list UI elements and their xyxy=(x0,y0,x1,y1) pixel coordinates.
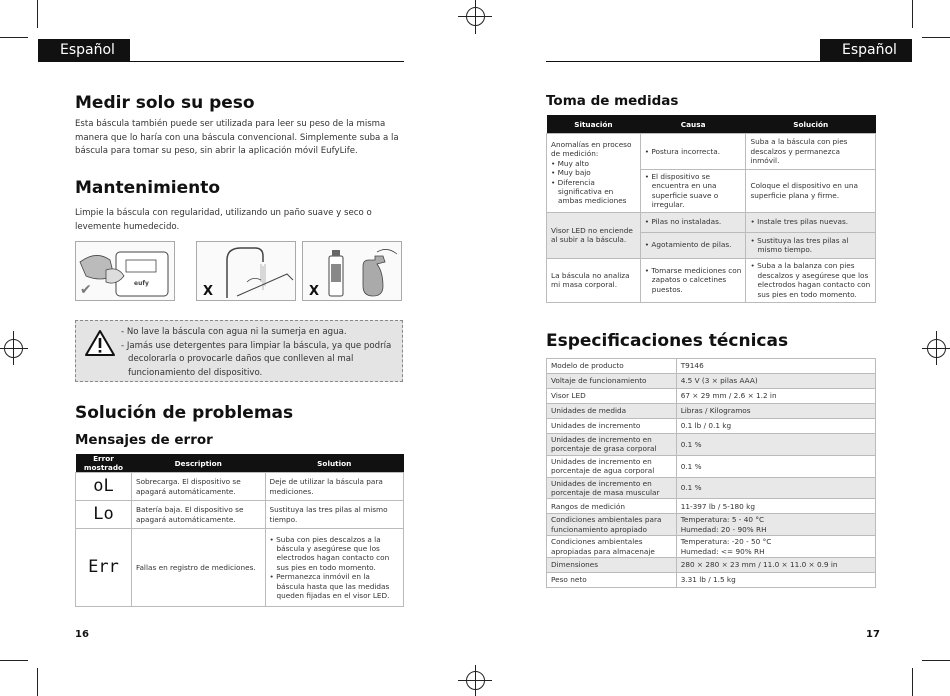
table-row xyxy=(547,536,876,558)
spec-label: Voltaje de funcionamiento xyxy=(547,374,677,389)
table-cell: Visor LED no enciende al subir a la báscula. xyxy=(547,212,641,258)
table-row xyxy=(547,514,876,536)
section-title-measure-weight: Medir solo su peso xyxy=(75,93,255,113)
table-cell: • Tomarse mediciones con zapatos o calcetines puestos. xyxy=(640,258,746,302)
table-cell: • Agotamiento de pilas. xyxy=(640,232,746,258)
error-code-ol: oL xyxy=(76,473,132,501)
spec-label: Visor LED xyxy=(547,389,677,404)
section-title-maintenance: Mantenimiento xyxy=(75,178,221,198)
table-row xyxy=(547,212,876,232)
table-cell: La báscula no analiza mi masa corporal. xyxy=(547,258,641,302)
warning-icon xyxy=(84,329,116,357)
section-title-measurements: Toma de medidas xyxy=(546,93,679,109)
table-row xyxy=(547,434,876,456)
spec-value: 67 × 29 mm / 2.6 × 1.2 in xyxy=(676,389,875,404)
table-header: Situación xyxy=(547,115,641,134)
table-row xyxy=(547,558,876,573)
maintenance-text: Limpie la báscula con regularidad, utilizando un paño suave y seco o levemente humedecido. xyxy=(75,208,372,232)
situation-line: Anomalías en proceso de medición: xyxy=(551,139,632,159)
table-row xyxy=(547,404,876,419)
error-code-lo: Lo xyxy=(76,501,132,529)
table-cell: • Postura incorrecta. xyxy=(640,134,746,170)
header-rule-left xyxy=(38,61,404,62)
table-row xyxy=(547,573,876,588)
solution-line: • Permanezca inmóvil en la báscula hasta que las medidas queden fijadas en el visor LED. xyxy=(269,572,390,601)
cleaning-cloth-illustration xyxy=(75,241,175,301)
cross-mark-icon: X xyxy=(203,284,214,299)
language-tab-left: Español xyxy=(38,39,130,62)
table-row xyxy=(76,501,404,529)
table-cell: • Suba a la balanza con pies descalzos y asegúrese que los electrodos hagan contacto con sus pies en todo momento. xyxy=(746,258,876,302)
check-mark-icon: ✔ xyxy=(80,282,92,298)
table-header: Causa xyxy=(640,115,746,134)
spec-value: 0.1 lb / 0.1 kg xyxy=(676,419,875,434)
warning-line-1: - No lave la báscula con agua ni la sumerja en agua. xyxy=(121,327,347,337)
spec-label: Unidades de incremento en porcentaje de masa muscular xyxy=(547,477,677,499)
table-cell: • Sustituya las tres pilas al mismo tiempo. xyxy=(746,232,876,258)
table-header: Solución xyxy=(746,115,876,134)
page-number-left: 16 xyxy=(75,629,89,640)
table-cell: Sustituya las tres pilas al mismo tiempo. xyxy=(265,501,403,529)
situation-line: • Muy bajo xyxy=(551,168,591,178)
table-header: Error mostrado xyxy=(76,454,132,473)
warning-box xyxy=(75,320,403,382)
spec-value: 11-397 lb / 5-180 kg xyxy=(676,499,875,514)
spec-label: Rangos de medición xyxy=(547,499,677,514)
table-row xyxy=(547,477,876,499)
spec-label: Unidades de incremento en porcentaje de agua corporal xyxy=(547,455,677,477)
table-cell: • El dispositivo se encuentra en una superficie suave o irregular. xyxy=(640,170,746,213)
spec-value: 0.1 % xyxy=(676,477,875,499)
spec-value: 3.31 lb / 1.5 kg xyxy=(676,573,875,588)
table-row xyxy=(547,389,876,404)
spec-label: Peso neto xyxy=(547,573,677,588)
table-row xyxy=(76,473,404,501)
spec-value: 4.5 V (3 × pilas AAA) xyxy=(676,374,875,389)
section-title-troubleshooting: Solución de problemas xyxy=(75,403,294,423)
measurements-table xyxy=(546,115,876,303)
spec-label: Condiciones ambientales apropiadas para almacenaje xyxy=(547,536,677,558)
situation-line: • Muy alto xyxy=(551,158,590,168)
spec-value: 280 × 280 × 23 mm / 11.0 × 11.0 × 0.9 in xyxy=(676,558,875,573)
error-code-err: Err xyxy=(76,529,132,607)
spec-label: Modelo de producto xyxy=(547,359,677,374)
table-row xyxy=(547,359,876,374)
table-header: Description xyxy=(131,454,265,473)
table-row xyxy=(76,529,404,607)
spec-value: Libras / Kilogramos xyxy=(676,404,875,419)
error-messages-table xyxy=(75,454,404,607)
table-cell: • Pilas no instaladas. xyxy=(640,212,746,232)
table-cell: Batería baja. El dispositivo se apagará automáticamente. xyxy=(131,501,265,529)
table-row xyxy=(547,499,876,514)
spec-value: 0.1 % xyxy=(676,434,875,456)
table-header: Solution xyxy=(265,454,403,473)
spec-value: Temperatura: -20 - 50 °C Humedad: <= 90% RH xyxy=(676,536,875,558)
subsection-title-error-messages: Mensajes de error xyxy=(75,432,213,448)
warning-line-2: - Jamás use detergentes para limpiar la báscula, ya que podría decolorarla o provocarle daños que conlleven al mal funcionamiento del dispositivo. xyxy=(121,340,392,378)
spec-label: Dimensiones xyxy=(547,558,677,573)
table-cell xyxy=(547,134,641,213)
page-number-right: 17 xyxy=(866,629,880,640)
spec-value: T9146 xyxy=(676,359,875,374)
table-row xyxy=(547,419,876,434)
section-title-tech-specs: Especificaciones técnicas xyxy=(546,331,789,351)
spec-value: Temperatura: 5 - 40 °C Humedad: 20 - 90% RH xyxy=(676,514,875,536)
table-cell: Coloque el dispositivo en una superficie plana y firme. xyxy=(746,170,876,213)
table-row xyxy=(547,455,876,477)
table-cell: Sobrecarga. El dispositivo se apagará automáticamente. xyxy=(131,473,265,501)
spec-value: 0.1 % xyxy=(676,455,875,477)
table-row xyxy=(547,374,876,389)
table-cell: Suba a la báscula con pies descalzos y permanezca inmóvil. xyxy=(746,134,876,170)
language-tab-right: Español xyxy=(820,39,912,62)
spec-label: Unidades de incremento xyxy=(547,419,677,434)
table-cell xyxy=(265,529,403,607)
table-row xyxy=(547,258,876,302)
table-cell: Fallas en registro de mediciones. xyxy=(131,529,265,607)
solution-line: • Suba con pies descalzos a la báscula y asegúrese que los electrodos hagan contacto con sus pies en todo momento. xyxy=(269,534,390,572)
measure-weight-text: Esta báscula también puede ser utilizada para leer su peso de la misma manera que lo haría con una báscula convencional. Simplemente suba a la báscula para tomar su peso, sin abrir la aplicación móvil EufyLife. xyxy=(75,119,399,156)
table-cell: Deje de utilizar la báscula para mediciones. xyxy=(265,473,403,501)
spec-label: Condiciones ambientales para funcionamiento apropiado xyxy=(547,514,677,536)
situation-line: • Diferencia significativa en ambas mediciones xyxy=(551,177,627,206)
specifications-table xyxy=(546,358,876,588)
table-cell: • Instale tres pilas nuevas. xyxy=(746,212,876,232)
table-row xyxy=(547,134,876,170)
cross-mark-icon: X xyxy=(309,284,320,299)
spec-label: Unidades de incremento en porcentaje de grasa corporal xyxy=(547,434,677,456)
detergent-spray-illustration xyxy=(302,241,402,301)
eufy-logo: eufy xyxy=(134,280,149,287)
spec-label: Unidades de medida xyxy=(547,404,677,419)
water-faucet-illustration xyxy=(196,241,296,301)
